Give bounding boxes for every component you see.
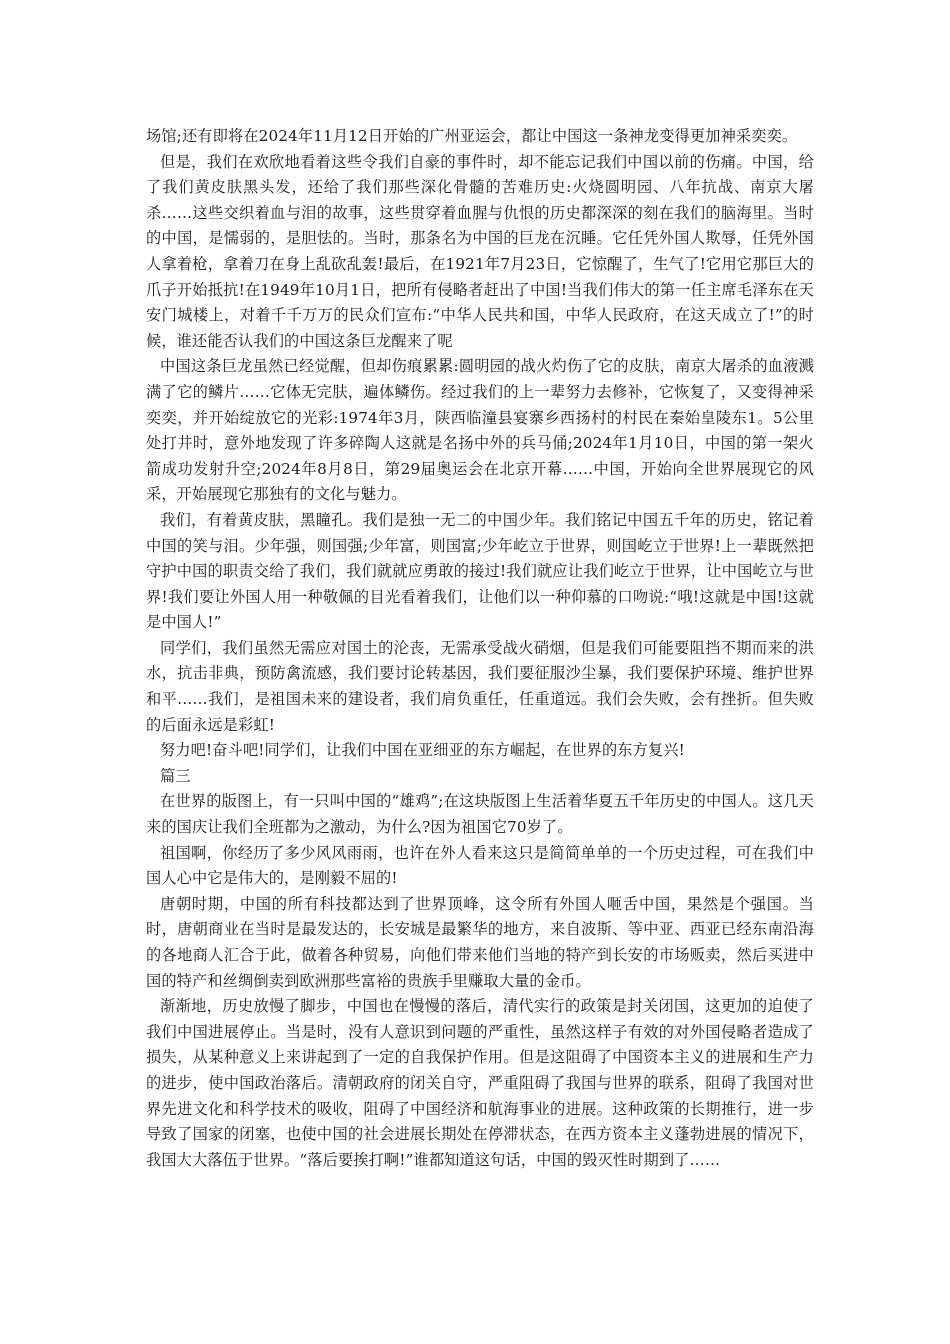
paragraph-9: 唐朝时期，中国的所有科技都达到了世界顶峰，这令所有外国人咂舌中国，果然是个强国。当时，唐朝商业在当时是最发达的，长安城是最繁华的地方，来自波斯、等中亚、西亚已经东南沿海的各地商人汇合于此，做着各种贸易，向他们带来他们当地的特产到长安的市场贩卖，然后买进中国的特产和丝绸倒卖到欧洲那些富裕的贵族手里赚取大量的金币。 xyxy=(146,894,814,990)
paragraph-10: 渐渐地，历史放慢了脚步，中国也在慢慢的落后，清代实行的政策是封关闭国，这更加的迫使了我们中国进展停止。当是时，没有人意识到问题的严重性，虽然这样子有效的对外国侵略者造成了损失，从某种意义上来讲起到了一定的自我保护作用。但是这阻碍了中国资本主义的进展和生产力的进步，使中国政治落后。清朝政府的闭关自守，严重阻碍了我国与世界的联系，阻碍了我国对世界先进文化和科学技术的吸收，阻碍了中国经济和航海事业的进展。这种政策的长期推行，进一步导致了国家的闭塞，也使中国的社会进展长期处在停滞状态，在西方资本主义蓬勃进展的情况下，我国大大落伍于世界。“落后要挨打啊!”谁都知道这句话，中国的毁灭性时期到了…… xyxy=(146,997,814,1169)
paragraph-2: 但是，我们在欢欣地看着这些令我们自豪的事件时，却不能忘记我们中国以前的伤痛。中国，给了我们黄皮肤黑头发，还给了我们那些深化骨髓的苦难历史:火烧圆明园、八年抗战、南京大屠杀……这些交织着血与泪的故事，这些贯穿着血腥与仇恨的历史都深深的刻在我们的脑海里。当时的中国，是懦弱的，是胆怯的。当时，那条名为中国的巨龙在沉睡。它任凭外国人欺辱，任凭外国人拿着枪，拿着刀在身上乱砍乱轰!最后，在1921年7月23日，它惊醒了，生气了!它用它那巨大的爪子开始抵抗!在1949年10月1日，把所有侵略者赶出了中国!当我们伟大的第一任主席毛泽东在天安门城楼上，对着千千万万的民众们宣布:“中华人民共和国，中华人民政府，在这天成立了!”的时候，谁还能否认我们的中国这条巨龙醒来了呢 xyxy=(146,152,814,350)
section-heading: 篇三 xyxy=(160,766,191,785)
paragraph-3: 中国这条巨龙虽然已经觉醒，但却伤痕累累:圆明园的战火灼伤了它的皮肤，南京大屠杀的血液溅满了它的鳞片……它体无完肤，遍体鳞伤。经过我们的上一辈努力去修补，它恢复了，又变得神采奕奕，并开始绽放它的光彩:1974年3月，陕西临潼县宴寨乡西扬村的村民在秦始皇陵东1。5公里处打井时，意外地发现了许多碎陶人这就是名扬中外的兵马俑;2024年1月10日，中国的第一架火箭成功发射升空;2024年8月8日，第29届奥运会在北京开幕……中国，开始向全世界展现它的风采，开始展现它那独有的文化与魅力。 xyxy=(146,357,814,504)
paragraph-8: 祖国啊，你经历了多少风风雨雨，也许在外人看来这只是简简单单的一个历史过程，可在我们中国人心中它是伟大的，是刚毅不屈的! xyxy=(146,843,814,888)
paragraph-5: 同学们，我们虽然无需应对国土的沦丧，无需承受战火硝烟，但是我们可能要阻挡不期而来的洪水，抗击非典，预防禽流感，我们要讨论转基因，我们要征服沙尘暴，我们要保护环境、维护世界和平……我们，是祖国未来的建设者，我们肩负重任，任重道远。我们会失败，会有挫折。但失败的后面永远是彩虹! xyxy=(146,638,814,734)
paragraph-7: 在世界的版图上，有一只叫中国的“雄鸡”;在这块版图上生活着华夏五千年历史的中国人。这几天来的国庆让我们全班都为之激动，为什么?因为祖国它70岁了。 xyxy=(146,792,814,837)
paragraph-4: 我们，有着黄皮肤，黑瞳孔。我们是独一无二的中国少年。我们铭记中国五千年的历史，铭记着中国的笑与泪。少年强，则国强;少年富，则国富;少年屹立于世界，则国屹立于世界!上一辈既然把守护中国的职责交给了我们，我们就就应勇敢的接过!我们就应让我们屹立于世界，让中国屹立与世界!我们要让外国人用一种敬佩的目光看着我们，让他们以一种仰慕的口吻说:“哦!这就是中国!这就是中国人!” xyxy=(146,510,814,632)
document-body xyxy=(146,124,814,1173)
paragraph-6: 努力吧!奋斗吧!同学们，让我们中国在亚细亚的东方崛起，在世界的东方复兴! xyxy=(160,741,685,760)
paragraph-1: 场馆;还有即将在2024年11月12日开始的广州亚运会，都让中国这一条神龙变得更加神采奕奕。 xyxy=(146,127,798,145)
